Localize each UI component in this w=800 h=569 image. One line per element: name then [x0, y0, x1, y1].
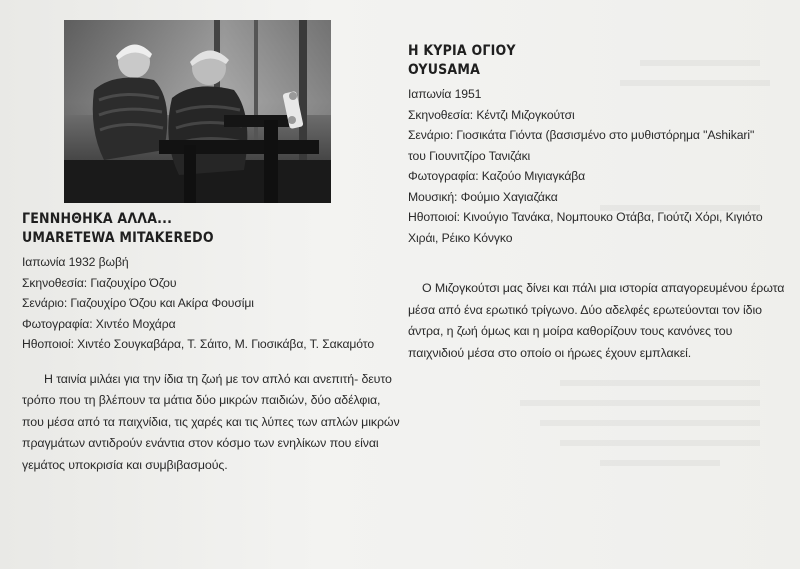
film-photography: Φωτογραφία: Καζούο Μιγιαγκάβα — [408, 169, 586, 183]
film-director: Σκηνοθεσία: Γιαζουχίρο Όζου — [22, 275, 177, 290]
synopsis-line: πραγμάτων αντιδρούν ενάντια στον κόσμο των ενηλίκων που είναι — [22, 436, 379, 450]
synopsis-line: Η ταινία μιλάει για την ίδια τη ζωή με τον απλό και ανεπιτή- δευτο — [44, 371, 392, 386]
synopsis-line: άντρα, η ζωή όμως και η μοίρα καθορίζουν τους κανόνες του — [408, 324, 733, 338]
film-title-original: UMARETEWA MITAKEREDO — [22, 230, 214, 246]
film-photography: Φωτογραφία: Χιντέο Μοχάρα — [22, 316, 176, 331]
film-still-photo — [64, 20, 331, 203]
show-through — [540, 420, 760, 426]
synopsis-line: μέσα από ένα ερωτικό τρίγωνο. Δύο αδελφές ερωτεύονται τον ίδιο — [408, 302, 762, 317]
film-country-year: Ιαπωνία 1951 — [408, 87, 482, 101]
film-cast: Ηθοποιοί: Χιντέο Σουγκαβάρα, Τ. Σάιτο, Μ. Γιοσικάβα, Τ. Σακαμότο — [22, 337, 375, 351]
film-country-year: Ιαπωνία 1932 βωβή — [22, 255, 129, 269]
film-title-original: OYUSAMA — [408, 62, 481, 78]
show-through — [560, 440, 760, 446]
film-entry-left — [22, 210, 400, 476]
synopsis-line: Ο Μιζογκούτσι μας δίνει και πάλι μια ιστορία απαγορευμένου έρωτα — [422, 281, 785, 295]
show-through — [600, 460, 720, 466]
film-cast: Ηθοποιοί: Κινούγιο Τανάκα, Νομπουκο Οτάβα, Γιούτζι Χόρι, Κιγιότο — [408, 210, 763, 224]
film-screenplay: Σενάριο: Γιαζουχίρο Όζου και Ακίρα Φουσίμι — [22, 296, 254, 310]
show-through — [520, 400, 760, 406]
synopsis-line: παιχνιδιού μέσα στο οποίο οι ήρωες έχουν εμπλακεί. — [408, 345, 692, 360]
film-entry-right — [408, 42, 785, 364]
film-music: Μουσική: Φούμιο Χαγιαζάκα — [408, 189, 558, 204]
synopsis-line: τρόπο που τη βλέπουν τα μάτια δύο μικρών παιδιών, δύο αδέλφια, — [22, 393, 381, 407]
film-director: Σκηνοθεσία: Κέντζι Μιζογκούτσι — [408, 107, 575, 122]
synopsis-line: που μέσα από τα παιχνίδια, τις χαρές και τις λύπες των απλών μικρών — [22, 414, 400, 429]
film-screenplay: Σενάριο: Γιοσικάτα Γιόντα (βασισμένο στο μυθιστόρημα "Ashikari" — [408, 128, 755, 142]
film-synopsis — [22, 369, 400, 477]
film-title-greek: Η ΚΥΡΙΑ ΟΓΙΟΥ — [408, 43, 516, 59]
show-through — [560, 380, 760, 386]
synopsis-line: γεμάτος υποκρισία και συμβιβασμούς. — [22, 457, 228, 472]
film-cast-cont: Χιράι, Ρέικο Κόνγκο — [408, 230, 513, 245]
film-screenplay-cont: του Γιουνιτζίρο Τανιζάκι — [408, 148, 531, 163]
film-synopsis — [408, 278, 785, 364]
film-title-greek: ΓΕΝΝΗΘΗΚΑ ΑΛΛΑ... — [22, 211, 173, 227]
